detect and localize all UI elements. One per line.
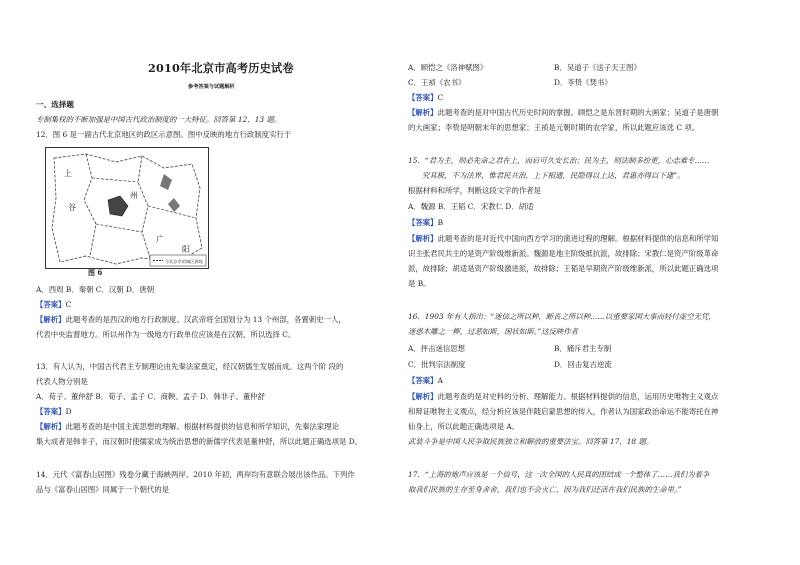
analysis-tag: 【解析】 [408, 234, 438, 243]
q15-options: A．魏源 B．王韬 C．宋教仁 D．胡适 [408, 202, 534, 211]
q14-option-b: B．吴道子《送子天王图》 [554, 63, 641, 72]
q14-answer [408, 93, 443, 103]
answer-tag: 【答案】 [36, 300, 66, 309]
q17-18-intro: 武装斗争是中国人民争取民族独立和解放的重要法宝。回答第 17、18 题。 [408, 437, 654, 446]
section-heading: 一、选择题 [36, 100, 74, 109]
q17-stem: 17．“上海的炮声应该是一个信号，这一次全国的人民真的团结成一个整体了……我们为着争 [408, 470, 710, 479]
q16-analysis-line: 和辩证唯物主义观点，经分析应该是伴随启蒙思想的传入，作者认为国家政治命运不能寄托在神 [408, 407, 719, 416]
q15-answer [408, 218, 443, 228]
map-label: 谷 [68, 203, 76, 212]
q13-stem: 代表人物分别是 [36, 377, 88, 386]
q16-option-a: A．抨击迷信思想 [408, 344, 466, 353]
q13-analysis-line [36, 422, 339, 432]
q13-answer [36, 407, 72, 417]
q15-analysis-line: 识主张君民共主的是资产阶级维新派。魏源是地主阶级抵抗派，故排除；宋教仁是资产阶级革命 [408, 249, 719, 258]
map-caption: 图 6 [88, 268, 103, 277]
q12-options: A．西周 B．秦朝 C．汉朝 D．唐朝 [36, 285, 155, 294]
q14-analysis-line [408, 108, 718, 118]
q16-analysis-line [408, 392, 718, 402]
map-label: 广 [156, 235, 164, 244]
answer-value: D [65, 407, 72, 416]
q12-analysis-line [36, 315, 346, 325]
page-title: 2010年北京市高考历史试卷 [148, 61, 294, 75]
q16-option-d: D．回击复古逆流 [554, 360, 612, 369]
q12-intro: 专制集权的不断加强是中国古代政治制度的一大特征。回答第 12、13 题。 [36, 115, 282, 124]
map-label: 州 [130, 191, 138, 200]
analysis-text: 此题考查的是中国主流思想的理解。根据材料提供的信息和所学知识，先秦法家理论 [65, 422, 340, 431]
answer-value: B [437, 218, 444, 227]
q14-option-d: D．李贽《焚书》 [554, 78, 612, 87]
q15-quote: 究其极，不为法界，惟君民共治，上下相通，民隐得以上达，君惠亦得以下逮”。 [422, 171, 685, 180]
left-column [36, 0, 388, 565]
q16-analysis-line: 仙身上，所以此题正确选项是 A。 [408, 422, 520, 431]
answer-tag: 【答案】 [408, 93, 438, 102]
answer-value: A [437, 376, 443, 385]
answer-tag: 【答案】 [408, 376, 438, 385]
analysis-text: 此题考查的是对近代中国向西方学习的演进过程的理解。根据材料提供的信息和所学知 [437, 234, 719, 243]
q17-stem: 取我们民族的生存至身舍舍，我们也不会灭亡，因为我们还活在我们民族的生命里。” [408, 485, 682, 494]
map-label: 上 [64, 169, 72, 178]
analysis-text: 此题考查的是对中国古代历史时间的掌握。顾恺之是东晋时期的大画家；吴道子是唐朝 [437, 108, 719, 117]
q14-option-a: A．顾恺之《洛神赋图》 [408, 63, 488, 72]
analysis-tag: 【解析】 [36, 422, 66, 431]
analysis-text: 此题考查的是西汉的地方行政制度。汉武帝将全国划分为 13 个州部，各置刺史一人， [65, 315, 346, 324]
analysis-tag: 【解析】 [408, 392, 438, 401]
q15-analysis-line [408, 234, 718, 244]
map-legend-text: 今北京市的城区界线 [165, 259, 203, 264]
analysis-tag: 【解析】 [36, 315, 66, 324]
q15-analysis-line: 派，故排除；胡适是资产阶级激进派，故排除；王韬是早期资产阶级维新派，所以此题正确选项 [408, 264, 719, 273]
q14-stem: 品与《富春山居图》同属于一个朝代的是 [36, 485, 170, 494]
map-label: 阳 [182, 245, 190, 254]
analysis-text: 此题考查的是对史料的分析、理解能力。根据材料提供的信息，运用历史唯物主义观点 [437, 392, 719, 401]
analysis-tag: 【解析】 [408, 108, 438, 117]
answer-value: C [65, 300, 72, 309]
q12-answer [36, 300, 71, 310]
q13-analysis-line: 集大成者是韩非子，而汉朝时使儒家成为统治思想的新儒学代表是董仲舒，所以此题正确选项是 D。 [36, 437, 363, 446]
q14-stem: 14．元代《富春山居图》残卷分藏于海峡两岸。2010 年初，两岸均有意联合展出该作品。下列作 [36, 470, 355, 479]
q16-option-c: C．批判宗法制度 [408, 360, 466, 369]
map-figure [45, 147, 209, 269]
q16-answer [408, 376, 443, 386]
q14-option-c: C．王祯《农书》 [408, 78, 466, 87]
answer-tag: 【答案】 [408, 218, 438, 227]
q15-stem: 根据材料和所学，判断这段文字的作者是 [408, 186, 542, 195]
q16-stem: 16．1903 年有人指出：“迷信之所以种，断丧之所以种……以重要家国大事而轻付虚空无凭， [408, 312, 716, 321]
page-subtitle: 参考答案与试题解析 [188, 84, 235, 90]
q15-analysis-line: 是 B。 [408, 279, 431, 288]
q12-analysis-line: 代表中央监督地方。所以州作为一级地方行政单位应该是在汉朝，所以选择 C。 [36, 330, 296, 339]
q16-option-b: B．痛斥君主专制 [554, 344, 612, 353]
q13-stem: 13．有人认为，中国古代君主专制理论由先秦法家奠定，经汉朝儒生发展而成。这两个阶 段的 [36, 362, 344, 371]
q15-quote: 15．“君为主，则必先命之君在上，而后可久安长治；民为主，则法制多纷更，心志难专…… [408, 156, 710, 165]
right-column [408, 0, 760, 565]
q12-stem: 12．图 6 是一副古代北京地区的政区示意图。图中反映的地方行政制度实行于 [36, 130, 292, 139]
q13-options: A．荀子、董仲舒 B．荀子、孟子 C．商鞅、孟子 D．韩非子、董仲舒 [36, 392, 265, 401]
q16-stem: 迷惑木雕之一柳，过恶如斯，困状如斯。”这反映作者 [408, 327, 579, 336]
q14-analysis-line: 的大画家；李贽是明朝末年的思想家；王祯是元朝时期的农学家，所以此题应该选 C 项。 [408, 123, 700, 132]
answer-tag: 【答案】 [36, 407, 66, 416]
answer-value: C [437, 93, 444, 102]
map-drawing [46, 148, 208, 268]
